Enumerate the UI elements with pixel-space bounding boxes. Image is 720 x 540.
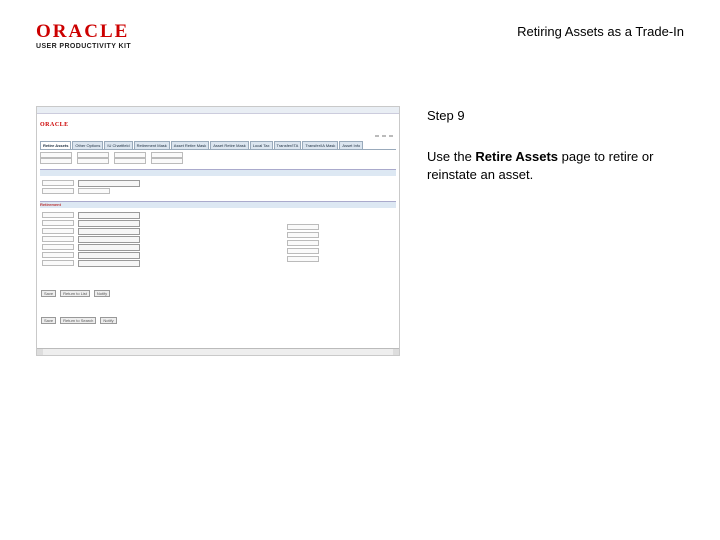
description-suffix: page to retire or reinstate an asset. — [427, 149, 654, 182]
oracle-upk-logo — [36, 22, 131, 50]
screenshot-return-to-search-button[interactable]: Return to Search — [60, 317, 96, 324]
screenshot-oracle-logo: ORACLE — [40, 122, 69, 128]
step-description — [427, 148, 687, 184]
screenshot-tab-strip — [40, 141, 396, 150]
screenshot-header-fields — [40, 152, 396, 164]
step-label: Step 9 — [427, 108, 465, 123]
screenshot-horizontal-scrollbar[interactable] — [37, 348, 399, 355]
screenshot-return-to-list-button[interactable]: Return to List — [60, 290, 90, 297]
application-screenshot — [36, 106, 400, 356]
oracle-logo-text: ORACLE — [36, 21, 130, 42]
screenshot-save-button[interactable]: Save — [41, 290, 56, 297]
tab-asset-info[interactable]: Asset Info — [339, 141, 363, 149]
screenshot-menu-bar — [37, 107, 399, 114]
tab-asset-retire-mask-2[interactable]: Asset Retire Mask — [210, 141, 248, 149]
tab-transfer-ita[interactable]: Transfer/ITA — [274, 141, 302, 149]
tab-transfer-ia-mask[interactable]: Transfer/IA Mask — [302, 141, 338, 149]
screenshot-notify-button[interactable]: Notify — [94, 290, 110, 297]
screenshot-section-label: Retirement — [40, 202, 61, 207]
screenshot-toolbar — [375, 135, 393, 137]
screenshot-retirement-fields — [42, 211, 140, 267]
screenshot-section-bar — [40, 201, 396, 208]
screenshot-bar — [40, 169, 396, 176]
screenshot-bottom-buttons — [41, 317, 117, 324]
tab-asset-retire-mask[interactable]: Asset Retire Mask — [171, 141, 209, 149]
upk-logo-subtext: USER PRODUCTIVITY KIT — [36, 43, 132, 50]
screenshot-save-button-2[interactable]: Save — [41, 317, 56, 324]
screenshot-top-buttons — [41, 290, 110, 297]
scroll-left-icon[interactable] — [37, 349, 43, 355]
screenshot-retire-fields — [42, 179, 140, 195]
screenshot-right-fields — [287, 223, 319, 263]
tab-other-options[interactable]: Other Options — [72, 141, 103, 149]
slide-title: Retiring Assets as a Trade-In — [517, 24, 684, 39]
scroll-right-icon[interactable] — [393, 349, 399, 355]
description-bold: Retire Assets — [475, 149, 559, 164]
tab-retirement-mask[interactable]: Retirement Mask — [134, 141, 170, 149]
tab-iu-chartfield[interactable]: IU Chartfield — [104, 141, 132, 149]
tab-retire-assets[interactable]: Retire Assets — [40, 141, 71, 149]
description-prefix: Use the — [427, 149, 476, 164]
tab-local-tax[interactable]: Local Tax — [250, 141, 273, 149]
screenshot-notify-button-2[interactable]: Notify — [100, 317, 116, 324]
